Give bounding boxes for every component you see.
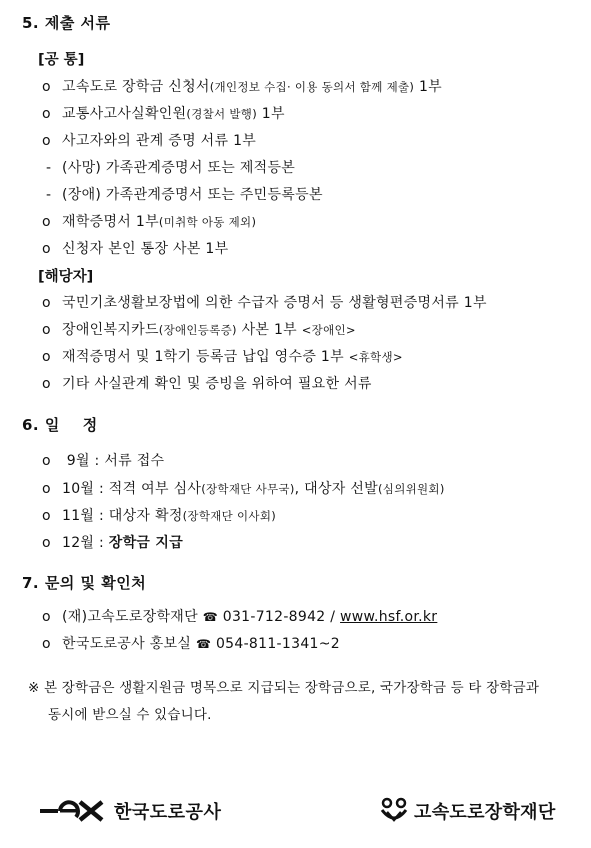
- foundation-logo-icon: [378, 796, 410, 826]
- list-item: o 기타 사실관계 확인 및 증빙을 위하여 필요한 서류: [42, 376, 372, 392]
- foundation-logo: [378, 796, 556, 826]
- schedule-item: o 12월 : 장학금 지급: [42, 535, 184, 551]
- list-item: o 사고자와의 관계 증명 서류 1부: [42, 133, 257, 149]
- section-7-title: 7. 문의 및 확인처: [22, 574, 147, 592]
- ex-logo-icon: [40, 798, 108, 824]
- schedule-item: o 9월 : 서류 접수: [42, 453, 165, 469]
- list-item: o 재적증명서 및 1학기 등록금 납입 영수증 1부 <휴학생>: [42, 349, 403, 365]
- list-item: o 재학증명서 1부(미취학 아동 제외): [42, 214, 257, 230]
- section-5-title: 5. 제출 서류: [22, 14, 111, 32]
- note-line-2: 동시에 받으실 수 있습니다.: [48, 707, 212, 723]
- phone-icon: ☎: [202, 610, 218, 624]
- schedule-item: o 11월 : 대상자 확정(장학재단 이사회): [42, 508, 277, 524]
- website-link[interactable]: www.hsf.or.kr: [340, 609, 438, 625]
- phone-icon: ☎: [195, 637, 212, 651]
- list-item: - (사망) 가족관계증명서 또는 제적등본: [46, 160, 296, 176]
- ex-logo-text: 한국도로공사: [114, 802, 222, 823]
- schedule-item: o 10월 : 적격 여부 심사(장학재단 사무국), 대상자 선발(심의위원회): [42, 481, 445, 497]
- foundation-logo-text: 고속도로장학재단: [414, 802, 556, 823]
- list-item: o 신청자 본인 통장 사본 1부: [42, 241, 229, 257]
- list-item: o 고속도로 장학금 신청서(개인정보 수집· 이용 동의서 함께 제출) 1부: [42, 79, 442, 95]
- contact-item: o 한국도로공사 홍보실 ☎ 054-811-1341~2: [42, 636, 340, 652]
- note-line-1: ※ 본 장학금은 생활지원금 명목으로 지급되는 장학금으로, 국가장학금 등 타 장학금과: [28, 680, 540, 696]
- section-6-title: 6. 일 정: [22, 416, 98, 434]
- list-item: o 교통사고사실확인원(경찰서 발행) 1부: [42, 106, 285, 122]
- list-item: - (장애) 가족관계증명서 또는 주민등록등본: [46, 187, 323, 203]
- list-item: o 국민기초생활보장법에 의한 수급자 증명서 등 생활형편증명서류 1부: [42, 295, 487, 311]
- contact-item: o (재)고속도로장학재단 ☎ 031-712-8942 / www.hsf.or.kr: [42, 609, 438, 625]
- ex-logo: [40, 798, 221, 824]
- applicable-header: [해당자]: [38, 269, 94, 285]
- list-item: o 장애인복지카드(장애인등록증) 사본 1부 <장애인>: [42, 322, 356, 338]
- common-header: [공 통]: [38, 52, 85, 68]
